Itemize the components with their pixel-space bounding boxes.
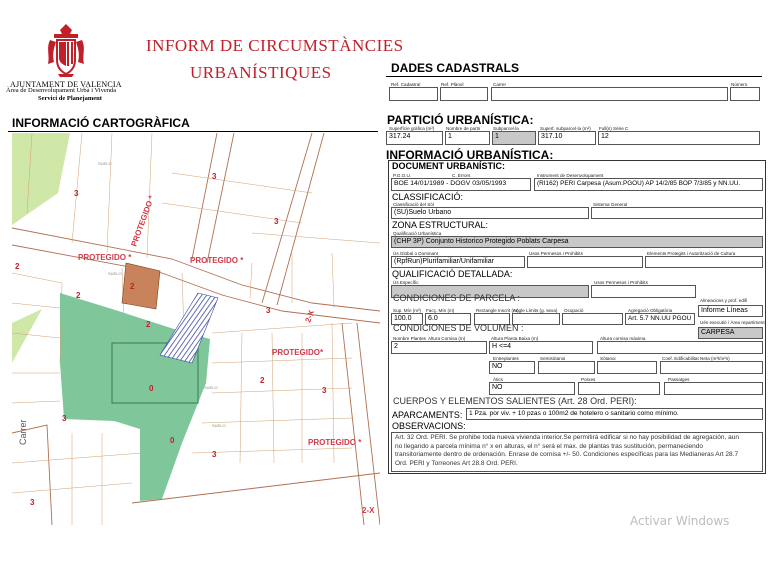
value-entreplantes: NO	[489, 361, 535, 374]
volumen-heading: CONDICIONES DE VOLUMEN :	[393, 323, 524, 333]
map-heading-underline	[8, 131, 378, 132]
label-unitat-execucio: Ués executió / Àrea repartiment	[700, 320, 765, 325]
label-subparcela: Subparcel·la	[493, 126, 519, 131]
map-label-protegido-1: PROTEGIDO *	[78, 253, 132, 262]
org-name: AJUNTAMENT DE VALENCIA	[10, 80, 122, 89]
value-agregacio: Art. 5.7 NN.UU PGOU	[625, 313, 695, 325]
value-semisotano	[538, 361, 595, 374]
value-ocupacio	[562, 313, 623, 325]
value-zona: (CHP 3P) Conjunto Historico Protegido Poblats Carpesa	[391, 236, 763, 248]
label-sup-min: Sup. Mín (m²)	[393, 308, 422, 313]
label-facc-min: Facç. Mín (m)	[426, 308, 455, 313]
value-sotano	[597, 361, 657, 374]
org-department: Àrea de Desenvolupament Urbà i Vivenda	[6, 87, 117, 94]
value-aparcaments: 1 Pza. por viv. + 10 pzas o 100m2 de hotelero o sanitario como mínimo.	[466, 408, 763, 420]
observacions-line-3: transitoriamente dentro de ordenación. Enrase de cornisa +/- 50. Condiciones específicas para las Medianeras Art 28.7	[395, 451, 739, 458]
aparcaments-heading: APARCAMENTS:	[392, 410, 463, 420]
label-atics: Àtics	[493, 377, 503, 382]
label-passatges: Passatges	[668, 377, 690, 382]
value-porxes	[578, 382, 660, 395]
value-sup-grafica: 317.24	[386, 131, 443, 145]
value-unitat-execucio: CARPESA	[698, 327, 763, 339]
value-passatges	[664, 382, 763, 395]
parcela-heading: CONDICIONES DE PARCELA :	[393, 293, 520, 303]
info-urbanistica-heading: INFORMACIÓ URBANÍSTICA:	[386, 148, 554, 162]
map-label-protegido-3: PROTEGIDO*	[272, 348, 324, 357]
label-usos-permesos: Usos Permesos i Prohibits	[529, 251, 583, 256]
label-elements-protegits: Elements Protegits i Autorització de Cultura	[647, 251, 736, 256]
label-usos-detallada: Usos Permesos i Prohibits	[594, 280, 648, 285]
map-label-suelo-2: SUELO	[108, 271, 122, 276]
label-carrer: Carrer	[493, 82, 507, 87]
value-us-global: (RpfRun)Plurifamiliar/Unifamiliar	[391, 256, 525, 268]
org-service: Servici de Planejament	[38, 95, 102, 102]
map-label-protegido-2: PROTEGIDO *	[190, 256, 244, 265]
report-title-line1: INFORM DE CIRCUMSTÀNCIES	[146, 36, 404, 55]
label-instrument: Instrument de Desenvolupament	[537, 173, 604, 178]
label-c-errors: C. Errors	[452, 173, 471, 178]
classificacio-heading: CLASSIFICACIÓ:	[392, 192, 464, 202]
label-ref-planol: Ref. Plànol	[441, 82, 464, 87]
map-section-heading: INFORMACIÓ CARTOGRÀFICA	[12, 116, 190, 130]
map-label-suelo-4: SUELO	[212, 423, 226, 428]
label-altura-planta-baixa: Altura Planta Baixa (m)	[491, 336, 539, 341]
label-superf-subparcela: Superf. subparcel·la (m²)	[540, 126, 591, 131]
field-numero	[730, 87, 760, 101]
label-angle: Angle Límits (g. sexa)	[513, 308, 558, 313]
svg-text:2: 2	[130, 282, 135, 291]
label-coef-edificabilitat: Coef. Edificabilitat Neta (m²t/m²s)	[662, 356, 730, 361]
value-nombre-plantes: 2	[391, 341, 487, 354]
field-carrer	[491, 87, 728, 101]
observacions-line-1: Art. 32 Ord. PERI. Se prohibe toda nueva vivienda interior.Se permitirá edificar si no hay posibilidad de agregación, aun	[395, 434, 739, 441]
svg-text:2: 2	[76, 291, 81, 300]
svg-text:3: 3	[266, 306, 271, 315]
label-nombre-plantes: Nombre Plantes	[393, 336, 426, 341]
value-usos-detallada	[591, 285, 696, 298]
parcel-brown	[122, 263, 160, 309]
zona-heading: ZONA ESTRUCTURAL:	[392, 220, 489, 230]
value-sup-min: 100.0	[391, 313, 423, 325]
field-ref-cadastral	[389, 87, 438, 101]
label-alineacions: Alineacions y prof. edifi	[700, 298, 748, 303]
svg-text:3: 3	[212, 172, 217, 181]
label-ref-cadastral: Ref. Cadastral	[391, 82, 421, 87]
label-fulls-serie-c: Full(s) Sèrie C	[599, 126, 629, 131]
value-superf-subparcela: 317.10	[538, 131, 596, 145]
observacions-line-4: Ord. PERI y Torreones Art 28.8 Ord. PERI.	[395, 459, 518, 467]
value-sistema-general	[591, 207, 763, 219]
label-qualificacio-urbanistica: Qualificació Urbanística	[393, 231, 442, 236]
report-title-line2: URBANÍSTIQUES	[190, 63, 332, 82]
label-rectangle: Rectangle Inscrit (m)	[476, 308, 519, 313]
document-heading: DOCUMENT URBANÍSTIC:	[392, 161, 505, 171]
map-label-suelo-3: SUELO	[204, 385, 218, 390]
label-sotano: Sòtanoi	[600, 356, 616, 361]
svg-text:3: 3	[74, 189, 79, 198]
value-classificacio: (SU)Suelo Urbano	[391, 207, 589, 219]
detallada-heading: QUALIFICACIÓ DETALLADA:	[392, 269, 513, 279]
label-nombre-parts: Nombre de parts	[446, 126, 481, 131]
label-us-especific: Ús Específic	[393, 280, 419, 285]
svg-text:0: 0	[170, 436, 175, 445]
field-ref-planol	[440, 87, 488, 101]
label-pgou: P.G.O.U.	[393, 173, 412, 178]
svg-text:3: 3	[212, 450, 217, 459]
cuerpos-heading: CUERPOS Y ELEMENTOS SALIENTES (Art. 28 Ord. PERI):	[393, 396, 637, 406]
valencia-crest-icon	[44, 22, 88, 78]
value-subparcela: 1	[492, 131, 536, 145]
value-pgou: BOE 14/01/1989 - DOGV 03/05/1993	[391, 178, 531, 191]
svg-text:3: 3	[274, 217, 279, 226]
value-alineacions: Informe Líneas	[698, 305, 763, 317]
map-label-2x-1: 2-X	[303, 308, 317, 324]
value-facc-min: 6.0	[425, 313, 471, 325]
map-label-carrer: Carrer	[18, 419, 28, 445]
svg-text:2: 2	[146, 320, 151, 329]
svg-text:3: 3	[322, 386, 327, 395]
label-entreplantes: Entreplantes	[493, 356, 519, 361]
value-fulls-serie-c: 12	[598, 131, 760, 145]
label-numero: Número	[731, 82, 748, 87]
dades-cadastrals-heading: DADES CADASTRALS	[391, 61, 520, 75]
value-instrument: (RI162) PERI Carpesa (Asum.PGOU) AP 14/2/85 BOP 7/3/85 y NN.UU.	[534, 178, 763, 191]
observacions-line-2: no llegando a parcela mínima n° x en alturas, el n° será el max. de plantas tras sustitución, permaneciendo	[395, 442, 703, 450]
map-label-suelo-1: SUELO	[98, 161, 112, 166]
label-semisotano: Semisòtanoi	[540, 356, 566, 361]
value-altura-cornisa-max	[597, 341, 763, 354]
svg-text:0: 0	[149, 384, 154, 393]
map-label-2x-2: 2-X	[362, 506, 375, 515]
label-classificacio-sol: Classificació del Sòl	[393, 202, 434, 207]
value-elements-protegits	[645, 256, 763, 268]
map-label-protegido-5: PROTEGIDO *	[129, 194, 157, 248]
svg-text:3: 3	[30, 498, 35, 507]
label-us-global: Ús Global o Dominant	[393, 251, 438, 256]
value-observacions	[391, 432, 763, 472]
value-atics: NO	[489, 382, 575, 395]
label-sistema-general: Sistema General	[593, 202, 628, 207]
label-altura-cornisa: Altura Cornisa (m)	[428, 336, 466, 341]
value-coef-edificabilitat	[660, 361, 763, 374]
observacions-heading: OBSERVACIONS:	[392, 421, 466, 431]
svg-text:3: 3	[62, 414, 67, 423]
value-nombre-parts: 1	[445, 131, 490, 145]
label-sup-grafica: Superfície gràfica (m²)	[389, 126, 435, 131]
svg-text:2: 2	[15, 262, 20, 271]
label-altura-cornisa-max: Altura cornisa màxima	[600, 336, 646, 341]
label-ocupacio: Ocupació	[564, 308, 584, 313]
particio-heading: PARTICIÓ URBANÍSTICA:	[387, 113, 534, 127]
map-label-protegido-4: PROTEGIDO *	[308, 438, 362, 447]
value-altura-planta-baixa: H <=4	[489, 341, 593, 354]
cadastral-map	[12, 133, 380, 525]
svg-text:2: 2	[260, 376, 265, 385]
windows-activation-watermark: Activar Windows	[630, 514, 730, 528]
value-usos-permesos	[527, 256, 643, 268]
dades-cadastrals-rule	[386, 76, 762, 77]
label-agregacio: Agregació Obligatòria	[628, 308, 673, 313]
label-porxes: Porxes	[581, 377, 596, 382]
